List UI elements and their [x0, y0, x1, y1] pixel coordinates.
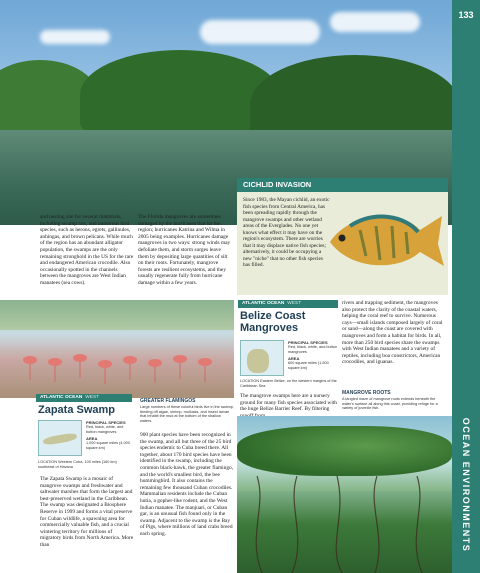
belize-facts: PRINCIPAL SPECIES Red, black, white, and button mangroves AREA 600 square miles (1,500 square km): [288, 340, 337, 370]
mayan-cichlid-fish-image: [320, 200, 450, 280]
intro-column-2: The Florida mangroves are sometimes damaged by the hurricanes that hit the region; hurricanes Katrina and Wilma in 2005 being examples. Hurricanes damage mangroves in two ways: strong winds may defoliate them, and storm surges leave them by depositing large quantities of silt on their roots. Fortunately, mangrove forests are resilient ecosystems, and they usually regenerate fully from hurricane damage within a few years.: [138, 214, 231, 286]
belize-location-map: [240, 340, 284, 376]
cichlid-invasion-text: Since 1983, the Mayan cichlid, an exotic fish species from Central America, has been spreading rapidly through the mangrove swamps and other wetland areas of the Everglades. No one yet knows what effect it may have on the region's ecosystem. There are worries that it may displace native fish species; alternatively, it could be occupying a new "niche" that no other fish species has filled.: [243, 197, 330, 268]
belize-title: Belize Coast Mangroves: [240, 310, 306, 334]
mangrove-roots-photo: [237, 416, 452, 573]
intro-column-1: and nesting site for several mammals, including swamp rats, and numerous bird species, such as herons, egrets, gallinules, anhingas, and brown pelicans. While much of the region has an abundant alligator population, the swamps are the only remaining stronghold in the US for the rare and endangered American crocodile. Also occasionally spotted in the channels between the mangroves are West Indian manatees (sea cows).: [40, 214, 134, 286]
zapata-location-map: [38, 420, 82, 456]
belize-location: LOCATION Eastern Belize, on the western margins of the Caribbean Sea: [240, 379, 337, 388]
greater-flamingos-photo: [0, 300, 234, 398]
zapata-body: The Zapata Swamp is a mosaic of mangrove swamps and freshwater and saltwater marshes that form the largest and best-preserved wetland in the Caribbean. The swamp was designated a Biosphere Reserve in 1999 and forms a vital preserve for Cuban wildlife, a spawning area for commercially valuable fish, and a crucial wintering territory for millions of migratory birds from North America. More than: [40, 476, 134, 548]
zapata-title: Zapata Swamp: [38, 404, 116, 416]
flamingos-body: 900 plant species have been recognized in the swamp, and all but three of the 25 bird species endemic to Cuba breed there. All together, about 170 bird species have been identified in the swamp, including the common black-hawk, the greater flamingo, and the world's smallest bird, the bee hummingbird. It also contains the remaining few thousand Cuban crocodiles. Mammalian residents include the Cuban hutia, a gopher-like rodent, and the West Indian manatee. The manjuari, or Cuban gar, is an unusual fish found only in the swamp. Adjacent to the swamp is the Bay of Pigs, where millions of land crabs breed each spring.: [140, 432, 234, 537]
flamingos-caption: Large numbers of these colorful birds live in the swamp, feeding off algae, shrimp, mollusks, and insect larvae that inhabit the mud at the bottom of the shallow waters.: [140, 405, 234, 423]
zapata-location: LOCATION Western Cuba, 100 miles (160 km) southeast of Havana: [38, 460, 117, 469]
belize-ocean-tag: ATLANTIC OCEAN WEST: [238, 300, 338, 308]
section-side-label: OCEAN ENVIRONMENTS: [461, 417, 471, 553]
belize-body-1: The mangrove swamps here are a nursery ground for many fish species associated with the huge Belize Barrier Reef. By filtering: [240, 393, 338, 413]
mangrove-roots-caption: A tangled maze of mangrove roots extends beneath the water's surface all along this coast, providing refuge for a variety of juvenile fish.: [342, 397, 438, 411]
cichlid-invasion-title: CICHLID INVASION: [237, 178, 448, 192]
zapata-facts: PRINCIPAL SPECIES Red, black, white, and button mangroves AREA 1,000 square miles (4,000 square km): [86, 420, 130, 450]
belize-body-2: rivers and trapping sediment, the mangroves also protect the clarity of the coastal waters, helping the coral reef to survive. Numerous cays—small islands composed largely of coral or sand—along the coast are covered with mangroves and form a habitat for birds. In all, more than 250 bird species share the swamps with West Indian manatees and a variety of reptiles, including boa constrictors, American crocodiles, and iguanas.: [342, 300, 443, 366]
page-number: 133: [454, 8, 478, 22]
zapata-ocean-tag: ATLANTIC OCEAN WEST: [36, 394, 132, 402]
flamingos-heading: GREATER FLAMINGOS: [140, 398, 196, 404]
mangrove-roots-heading: MANGROVE ROOTS: [342, 390, 391, 396]
